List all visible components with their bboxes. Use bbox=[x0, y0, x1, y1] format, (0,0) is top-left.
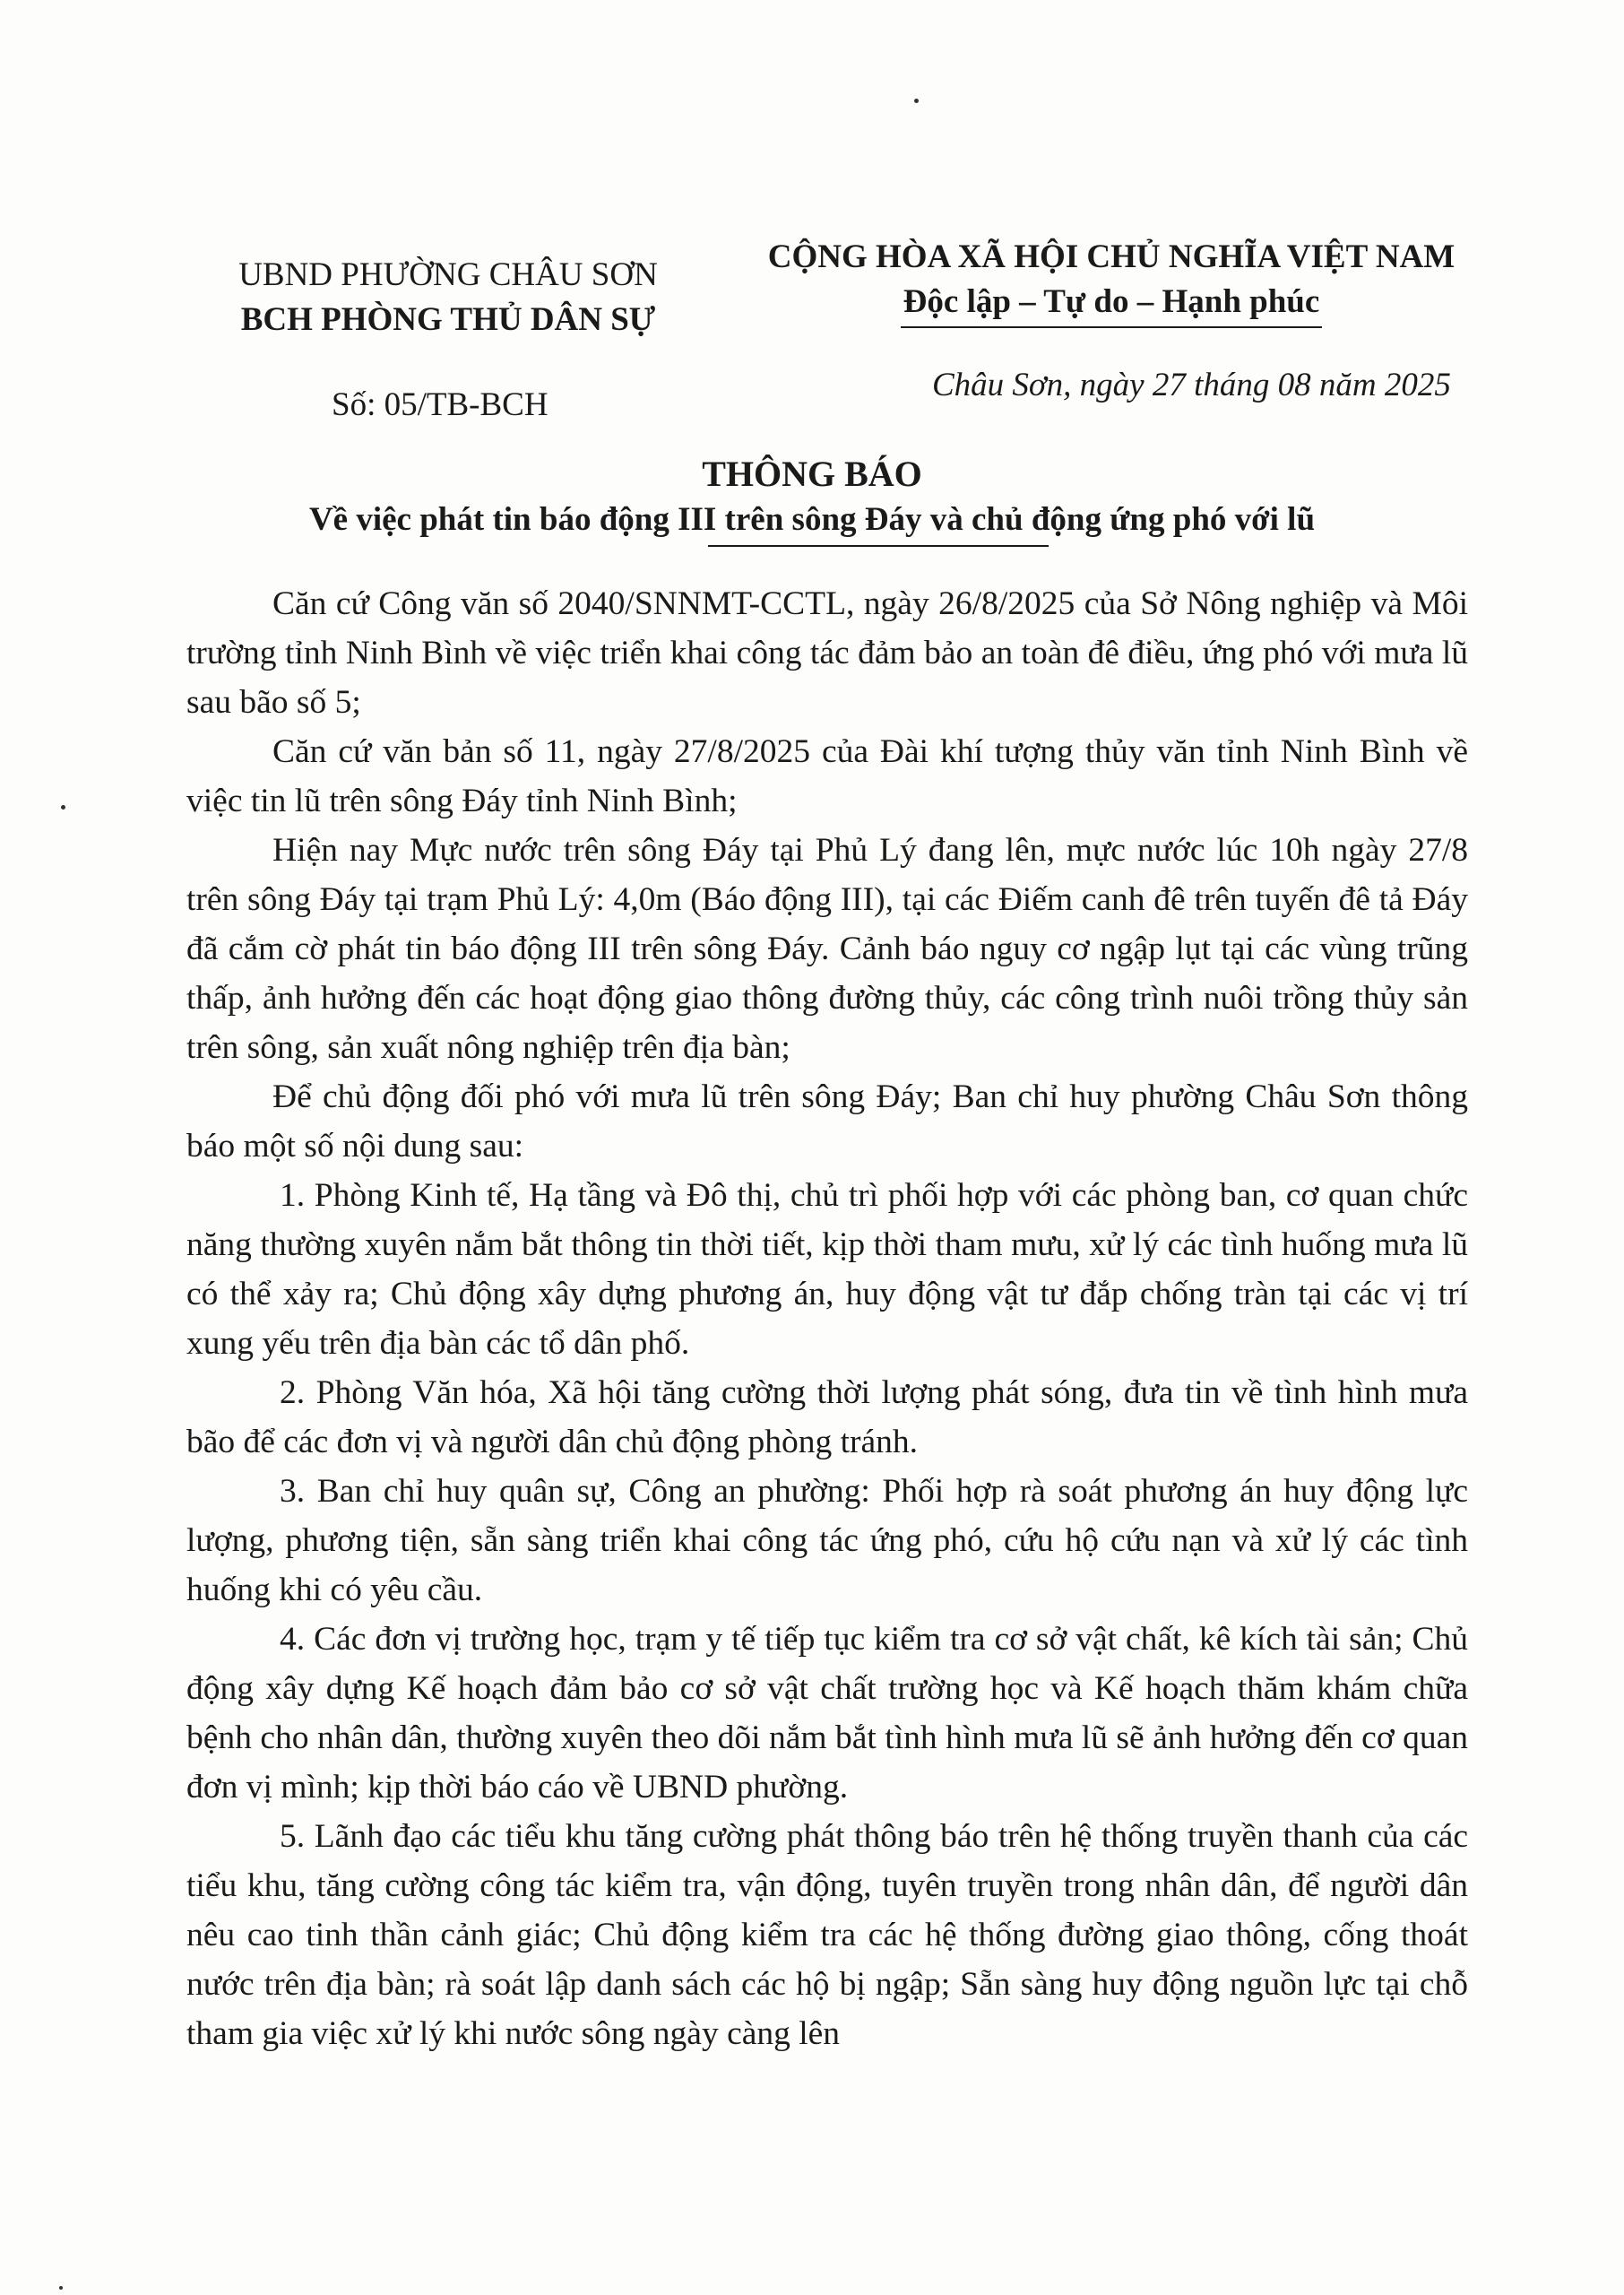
document-date: Châu Sơn, ngày 27 tháng 08 năm 2025 bbox=[932, 367, 1451, 403]
document-subtitle: Về việc phát tin báo động III trên sông Đáy và chủ động ứng phó với lũ bbox=[308, 501, 1316, 538]
paragraph: Để chủ động đối phó với mưa lũ trên sông Đáy; Ban chỉ huy phường Châu Sơn thông báo một số nội dung sau: bbox=[186, 1078, 1468, 1165]
motto: Độc lập – Tự do – Hạnh phúc bbox=[903, 283, 1320, 320]
motto-underline bbox=[901, 326, 1322, 328]
national-motto bbox=[726, 235, 1497, 328]
document-number: Số: 05/TB-BCH bbox=[332, 386, 549, 423]
list-item: 5. Lãnh đạo các tiểu khu tăng cường phát thông báo trên hệ thống truyền thanh của các tiểu khu, tăng cường công tác kiểm tra, vận động, tuyên truyền trong nhân dân, để người dân nêu cao tinh thần cảnh giác; Chủ động kiểm tra các hệ thống đường giao thông, cống thoát nước trên địa bàn; rà soát lập danh sách các hộ bị ngập; Sẵn sàng huy động nguồn lực tại chỗ tham gia việc xử lý khi nước sông ngày càng lên bbox=[186, 1818, 1468, 2052]
scan-speck bbox=[59, 2286, 63, 2290]
authority-name: BCH PHÒNG THỦ DÂN SỰ bbox=[240, 301, 656, 338]
country-name: CỘNG HÒA XÃ HỘI CHỦ NGHĨA VIỆT NAM bbox=[767, 238, 1456, 275]
paragraph: Căn cứ Công văn số 2040/SNNMT-CCTL, ngày 26/8/2025 của Sở Nông nghiệp và Môi trường tỉnh Ninh Bình về việc triển khai công tác đảm bảo an toàn đê điều, ứng phó với mưa lũ sau bão số 5; bbox=[186, 585, 1468, 721]
list-item: 2. Phòng Văn hóa, Xã hội tăng cường thời lượng phát sóng, đưa tin về tình hình mưa bão để các đơn vị và người dân chủ động phòng tránh. bbox=[186, 1374, 1468, 1460]
scan-speck bbox=[61, 805, 65, 810]
document-title: THÔNG BÁO bbox=[702, 454, 922, 494]
list-item: 3. Ban chỉ huy quân sự, Công an phường: Phối hợp rà soát phương án huy động lực lượng, phương tiện, sẵn sàng triển khai công tác ứng phó, cứu hộ cứu nạn và xử lý các tình huống khi có yêu cầu. bbox=[186, 1473, 1468, 1608]
scan-speck bbox=[914, 99, 919, 103]
list-item: 1. Phòng Kinh tế, Hạ tầng và Đô thị, chủ trì phối hợp với các phòng ban, cơ quan chức năng thường xuyên nắm bắt thông tin thời tiết, kịp thời tham mưu, xử lý các tình huống mưa lũ có thể xảy ra; Chủ động xây dựng phương án, huy động vật tư đắp chống tràn tại các vị trí xung yếu trên địa bàn các tổ dân phố. bbox=[186, 1177, 1468, 1362]
paragraph: Hiện nay Mực nước trên sông Đáy tại Phủ Lý đang lên, mực nước lúc 10h ngày 27/8 trên sông Đáy tại trạm Phủ Lý: 4,0m (Báo động III), tại các Điếm canh đê trên tuyến đê tả Đáy đã cắm cờ phát tin báo động III trên sông Đáy. Cảnh báo nguy cơ ngập lụt tại các vùng trũng thấp, ảnh hưởng đến các hoạt động giao thông đường thủy, các công trình nuôi trồng thủy sản trên sông, sản xuất nông nghiệp trên địa bàn; bbox=[186, 832, 1468, 1066]
list-item: 4. Các đơn vị trường học, trạm y tế tiếp tục kiểm tra cơ sở vật chất, kê kích tài sản; Chủ động xây dựng Kế hoạch đảm bảo cơ sở vật chất trường học và Kế hoạch thăm khám chữa bệnh cho nhân dân, thường xuyên theo dõi nắm bắt tình hình mưa lũ sẽ ảnh hưởng đến cơ quan đơn vị mình; kịp thời báo cáo về UBND phường. bbox=[186, 1621, 1468, 1806]
authority-parent: UBND PHƯỜNG CHÂU SƠN bbox=[238, 256, 658, 293]
paragraph: Căn cứ văn bản số 11, ngày 27/8/2025 của Đài khí tượng thủy văn tỉnh Ninh Bình về việc tin lũ trên sông Đáy tỉnh Ninh Bình; bbox=[186, 733, 1468, 819]
document-body bbox=[186, 579, 1468, 2058]
issuing-authority bbox=[206, 253, 690, 342]
subtitle-underline bbox=[708, 545, 1049, 547]
